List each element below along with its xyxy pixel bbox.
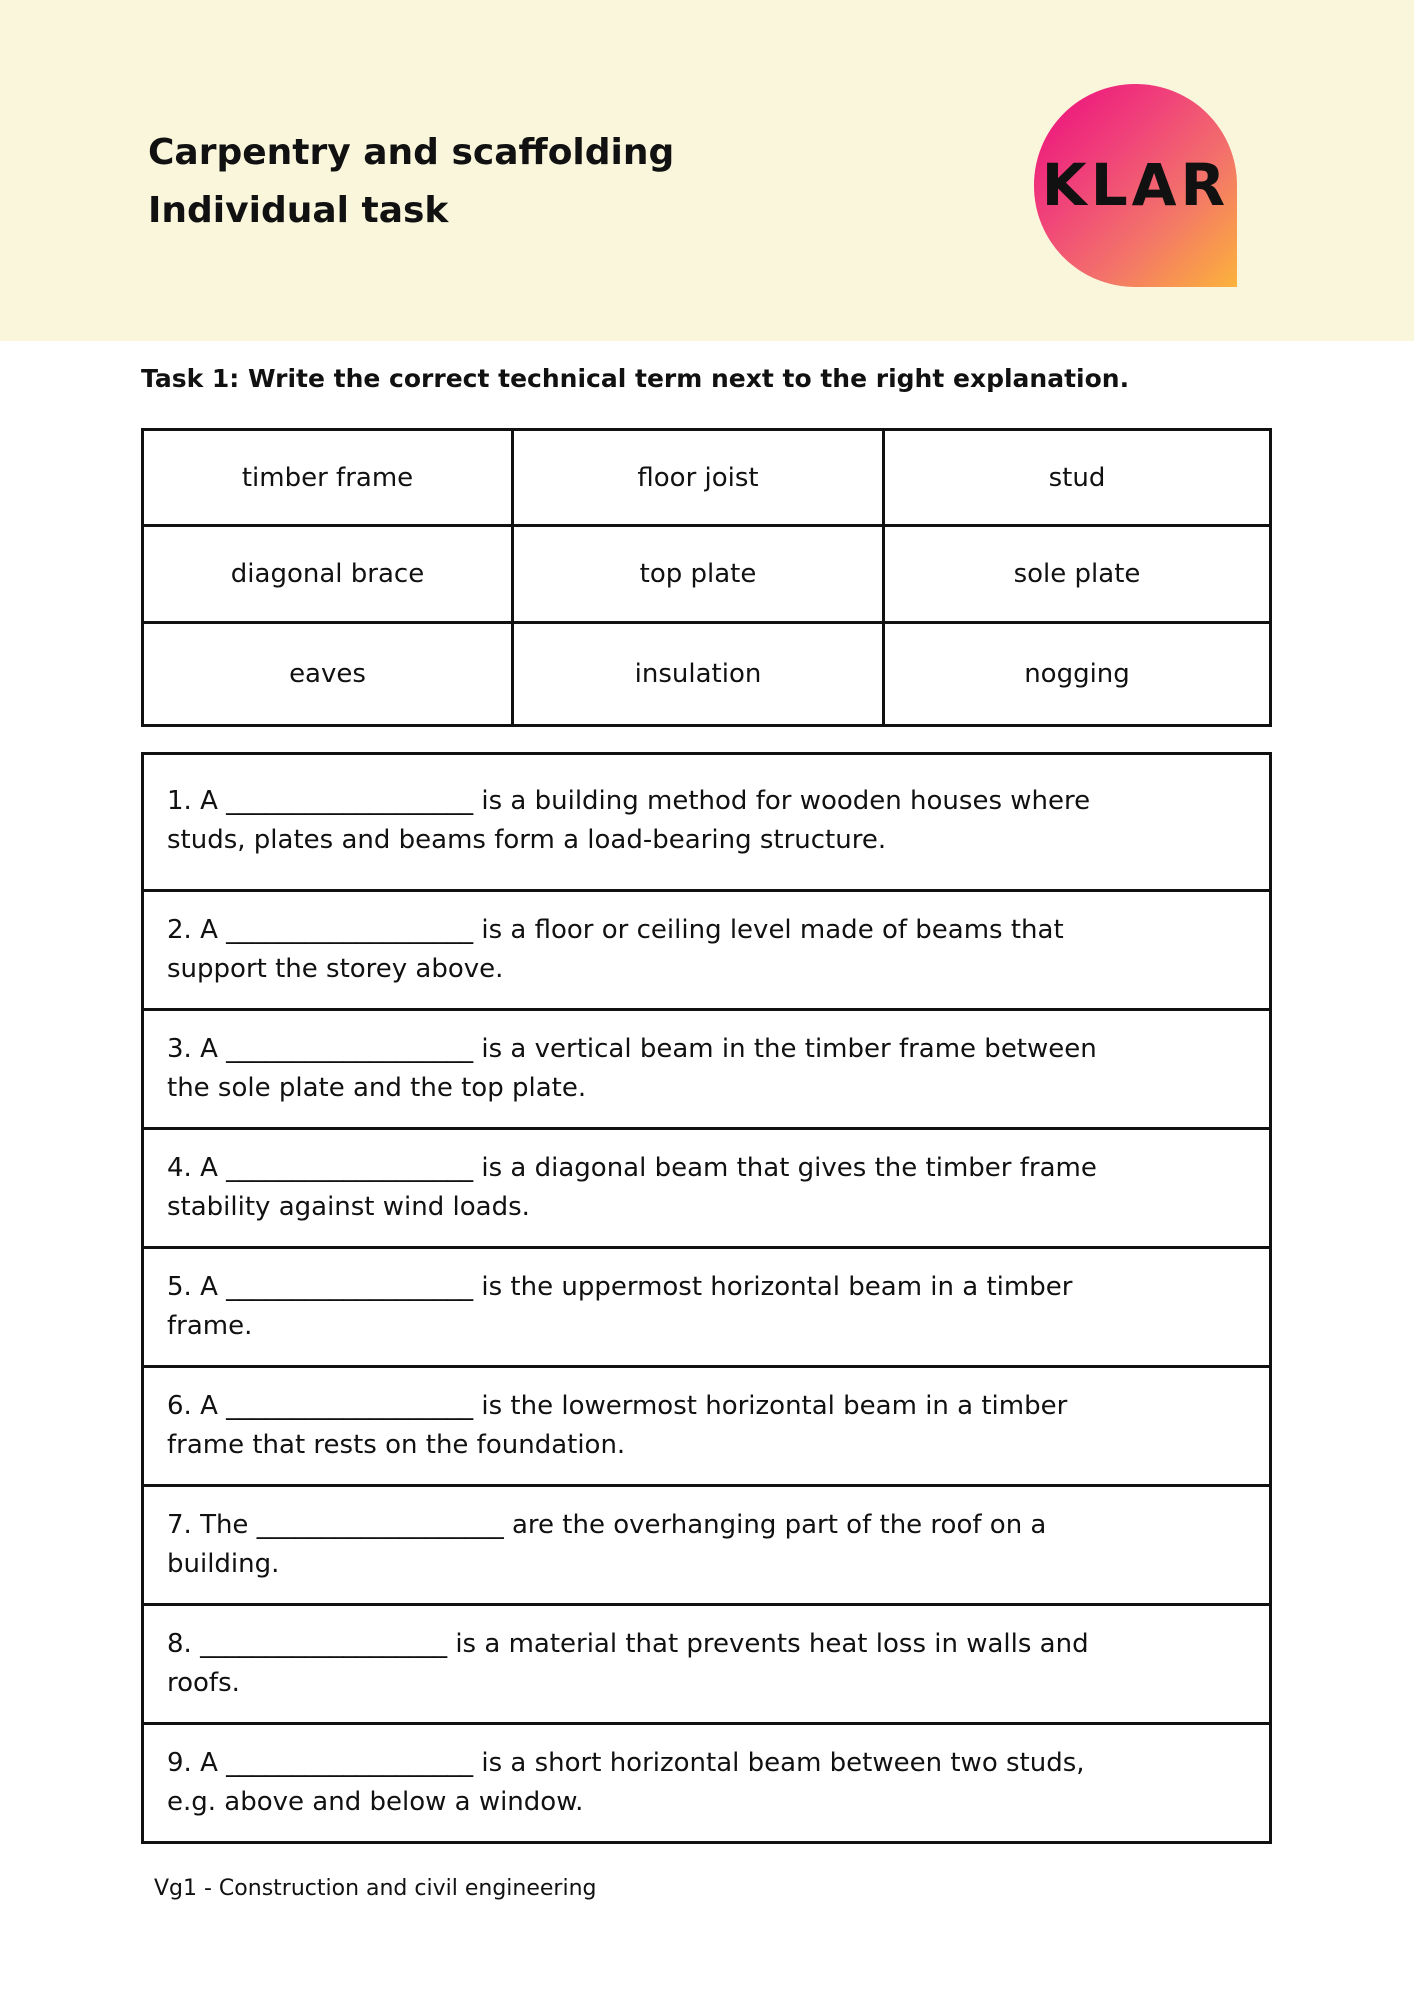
question-text: 1. A ___________________ is a building method for wooden houses where bbox=[167, 786, 1091, 816]
term-cell: sole plate bbox=[1013, 559, 1141, 589]
question-text: 8. ___________________ is a material that prevents heat loss in walls and bbox=[167, 1629, 1089, 1659]
question-text: studs, plates and beams form a load-bearing structure. bbox=[167, 825, 887, 855]
footer-text: Vg1 - Construction and civil engineering bbox=[154, 1876, 597, 1901]
row-divider bbox=[144, 1365, 1269, 1368]
term-cell: timber frame bbox=[241, 462, 414, 493]
term-cell: diagonal brace bbox=[230, 559, 425, 589]
question-text: roofs. bbox=[167, 1668, 240, 1698]
question-row bbox=[144, 1744, 1269, 1822]
title-line-1: Carpentry and scaffolding bbox=[148, 132, 675, 173]
question-text: 2. A ___________________ is a floor or ceiling level made of beams that bbox=[167, 915, 1064, 945]
term-cell: stud bbox=[1048, 462, 1106, 493]
row-divider bbox=[144, 1603, 1269, 1606]
row-divider bbox=[144, 1127, 1269, 1130]
question-text: 7. The ___________________ are the overhanging part of the roof on a bbox=[167, 1510, 1047, 1540]
terms-grid bbox=[141, 428, 1272, 727]
question-row bbox=[144, 1268, 1269, 1346]
question-text: building. bbox=[167, 1549, 280, 1579]
question-text: 5. A ___________________ is the uppermost horizontal beam in a timber bbox=[167, 1272, 1073, 1302]
question-text: frame. bbox=[167, 1311, 253, 1341]
term-cell: floor joist bbox=[637, 462, 759, 493]
question-text: 3. A ___________________ is a vertical beam in the timber frame between bbox=[167, 1034, 1097, 1064]
row-divider bbox=[144, 1722, 1269, 1725]
question-row bbox=[144, 1387, 1269, 1465]
question-text: 9. A ___________________ is a short horizontal beam between two studs, bbox=[167, 1748, 1085, 1778]
question-text: the sole plate and the top plate. bbox=[167, 1073, 587, 1103]
question-row bbox=[144, 911, 1269, 989]
header-banner bbox=[0, 0, 1414, 341]
question-text: frame that rests on the foundation. bbox=[167, 1430, 626, 1460]
question-row bbox=[144, 1625, 1269, 1703]
term-cell: eaves bbox=[289, 659, 366, 689]
question-text: stability against wind loads. bbox=[167, 1192, 530, 1222]
row-divider bbox=[144, 1008, 1269, 1011]
question-text: support the storey above. bbox=[167, 954, 504, 984]
term-cell: insulation bbox=[634, 659, 762, 689]
question-text: e.g. above and below a window. bbox=[167, 1787, 584, 1817]
title-line-2: Individual task bbox=[148, 190, 449, 231]
question-text: 6. A ___________________ is the lowermost horizontal beam in a timber bbox=[167, 1391, 1068, 1421]
term-cell: top plate bbox=[639, 559, 757, 589]
page-title bbox=[148, 124, 674, 240]
question-row bbox=[144, 1506, 1269, 1584]
row-divider bbox=[144, 1484, 1269, 1487]
question-row bbox=[144, 782, 1269, 860]
question-row bbox=[144, 1030, 1269, 1108]
logo-text: KLAR bbox=[1041, 151, 1230, 219]
term-cell: nogging bbox=[1024, 659, 1130, 689]
questions-table bbox=[141, 752, 1272, 1844]
klar-logo bbox=[1034, 84, 1237, 287]
row-divider bbox=[144, 889, 1269, 892]
task-heading: Task 1: Write the correct technical term next to the right explanation. bbox=[141, 364, 1130, 393]
question-text: 4. A ___________________ is a diagonal beam that gives the timber frame bbox=[167, 1153, 1097, 1183]
question-row bbox=[144, 1149, 1269, 1227]
row-divider bbox=[144, 1246, 1269, 1249]
